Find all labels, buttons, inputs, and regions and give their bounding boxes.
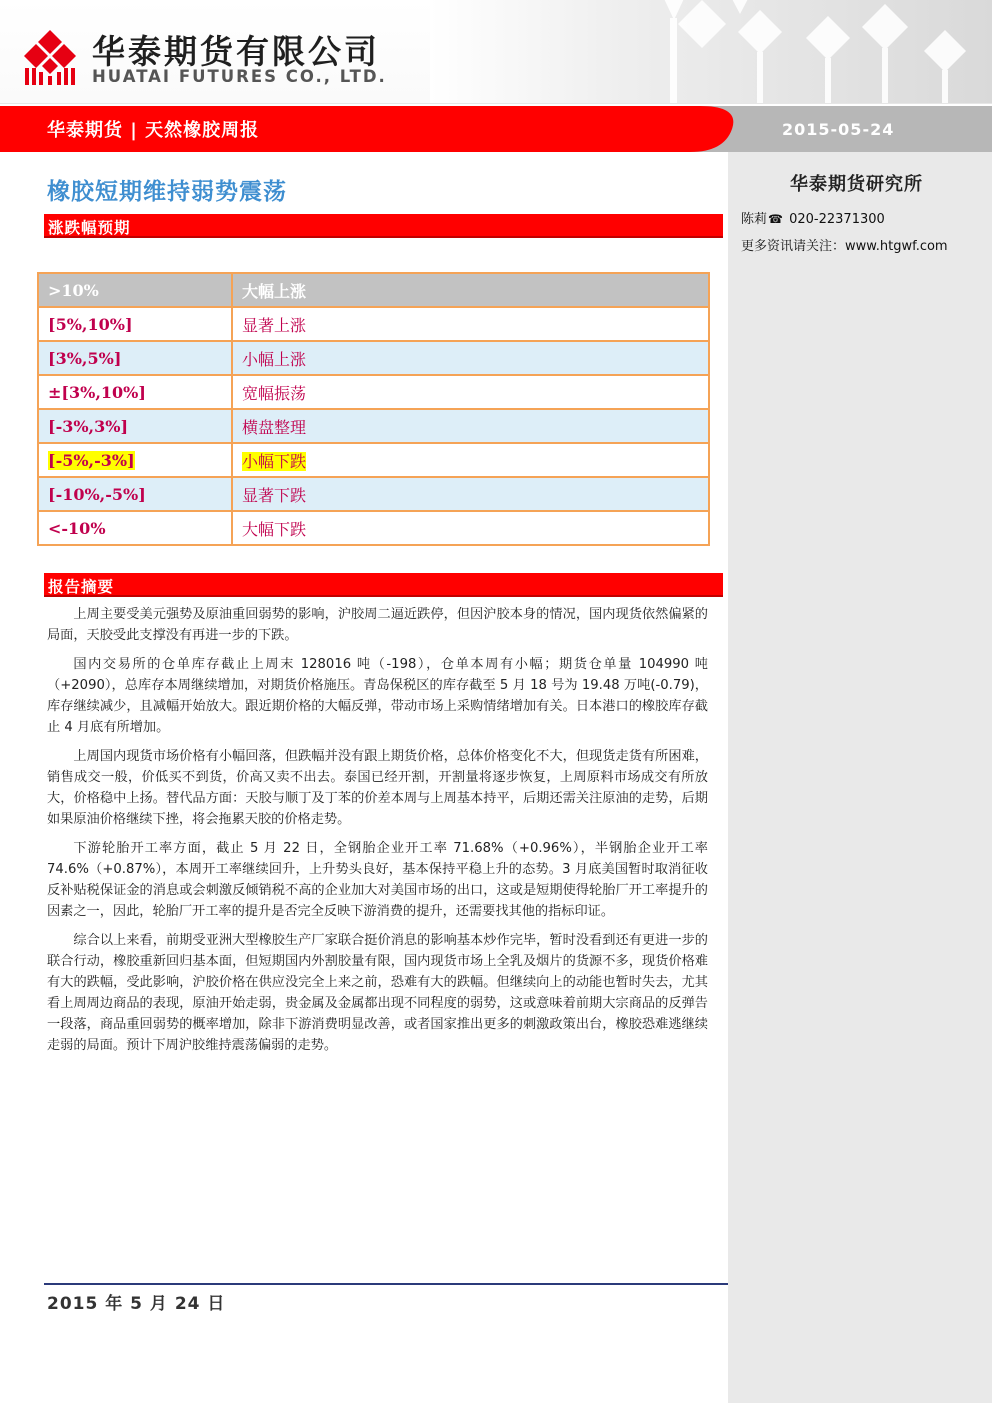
sidebar-org-name: 华泰期货研究所 — [790, 174, 923, 195]
company-name-en: HUATAI FUTURES CO., LTD. — [92, 67, 387, 86]
section-header-summary — [44, 573, 723, 597]
trend-label-cell — [232, 477, 709, 511]
footer-divider — [44, 1283, 728, 1285]
report-date: 2015-05-24 — [782, 120, 895, 139]
website-link[interactable]: www.htgwf.com — [845, 239, 948, 254]
more-info-label: 更多资讯请关注： — [741, 239, 846, 254]
trend-label: 显著上涨 — [242, 315, 307, 335]
section-title-forecast: 涨跌幅预期 — [48, 219, 131, 237]
contact-phone: 020-22371300 — [789, 212, 885, 227]
range-forecast-table — [37, 272, 710, 546]
table-row — [38, 511, 709, 545]
trend-label: 横盘整理 — [242, 417, 307, 437]
footer-date: 2015 年 5 月 24 日 — [47, 1294, 226, 1314]
trend-label-cell — [232, 307, 709, 341]
summary-paragraph: 国内交易所的仓单库存截止上周末 128016 吨（-198），仓单本周有小幅；期货仓单量 104990 吨（+2090），总库存本周继续增加，对期货价格施压。青岛保税区的库存截至 5 月 18 号为 19.48 万吨(-0.79)，库存继续减少，且减幅开始放大。跟近期价格的大幅反弹，带动市场上采购情绪增加有关。日本港口的橡胶库存截止 4 月底有所增加。 — [47, 657, 708, 735]
report-title: 橡胶短期维持弱势震荡 — [47, 179, 287, 205]
trend-label-cell — [232, 511, 709, 545]
trend-label-cell — [232, 273, 709, 307]
sidebar-contact — [741, 208, 885, 227]
trend-label-cell — [232, 443, 709, 477]
table-row — [38, 477, 709, 511]
huatai-logo-icon — [22, 28, 78, 86]
range-cell: ±[3%,10%] — [38, 375, 232, 409]
table-row — [38, 307, 709, 341]
trend-label-cell — [232, 375, 709, 409]
table-row — [38, 341, 709, 375]
page-header — [0, 0, 992, 104]
report-series-title: 华泰期货 | 天然橡胶周报 — [47, 120, 260, 141]
sidebar-more-info — [741, 235, 948, 254]
sidebar — [728, 152, 992, 1403]
trend-label: 小幅上涨 — [242, 349, 307, 369]
trend-label: 显著下跌 — [242, 485, 307, 505]
phone-icon: ☎ — [768, 212, 783, 226]
table-row — [38, 409, 709, 443]
range-cell: [-10%,-5%] — [38, 477, 232, 511]
range-cell — [38, 443, 232, 477]
table-header-row — [38, 273, 709, 307]
range-cell: [-3%,3%] — [38, 409, 232, 443]
trend-label-cell — [232, 409, 709, 443]
table-row — [38, 443, 709, 477]
range-cell: <-10% — [38, 511, 232, 545]
trend-label-cell — [232, 341, 709, 375]
range-cell: [5%,10%] — [38, 307, 232, 341]
section-header-forecast — [44, 214, 723, 238]
summary-paragraph: 综合以上来看，前期受亚洲大型橡胶生产厂家联合挺价消息的影响基本炒作完毕，暂时没看到还有更进一步的联合行动，橡胶重新回归基本面，但短期国内外割胶量有限，国内现货市场上全乳及烟片的货源不多，现货价格难有大的跌幅，受此影响，沪胶价格在供应没完全上来之前，恐难有大的跌幅。但继续向上的动能也暂时失去，尤其看上周周边商品的表现，原油开始走弱，贵金属及金属都出现不同程度的弱势，这或意味着前期大宗商品的反弹告一段落，商品重回弱势的概率增加，除非下游消费明显改善，或者国家推出更多的刺激政策出台，橡胶恐难逃继续走弱的局面。预计下周沪胶维持震荡偏弱的走势。 — [47, 933, 708, 1053]
contact-name: 陈莉 — [741, 212, 768, 227]
summary-paragraph: 上周国内现货市场价格有小幅回落，但跌幅并没有跟上期货价格，总体价格变化不大，但现货走货有所困难，销售成交一般，价低买不到货，价高又卖不出去。泰国已经开割，开割量将逐步恢复，上周原料市场成交有所放大，价格稳中上扬。替代品方面：天胶与顺丁及丁苯的价差本周与上周基本持平，后期还需关注原油的走势，后期如果原油价格继续下挫，将会拖累天胶的价格走势。 — [47, 749, 708, 827]
summary-paragraph: 下游轮胎开工率方面，截止 5 月 22 日，全钢胎企业开工率 71.68%（+0.96%），半钢胎企业开工率 74.6%（+0.87%），本周开工率继续回升，上升势头良好，基本保持平稳上升的态势。3 月底美国暂时取消征收反补贴税保证金的消息或会刺激反倾销税不高的企业加大对美国市场的出口，这或是短期使得轮胎厂开工率提升的因素之一，因此，轮胎厂开工率的提升是否完全反映下游消费的提升，还需要找其他的指标印证。 — [47, 841, 708, 919]
header-decoration-graphic — [430, 0, 992, 104]
company-name-cn: 华泰期货有限公司 — [92, 32, 380, 71]
trend-label: 宽幅振荡 — [242, 383, 307, 403]
trend-label: 大幅上涨 — [242, 281, 307, 301]
table-row — [38, 375, 709, 409]
range-cell: >10% — [38, 273, 232, 307]
trend-label: 小幅下跌 — [242, 451, 307, 471]
range-label: [-5%,-3%] — [48, 450, 135, 470]
trend-label: 大幅下跌 — [242, 519, 307, 539]
section-title-summary: 报告摘要 — [48, 578, 115, 596]
summary-paragraph: 上周主要受美元强势及原油重回弱势的影响，沪胶周二逼近跌停，但因沪胶本身的情况，国内现货依然偏紧的局面，天胶受此支撑没有再进一步的下跌。 — [47, 607, 708, 643]
range-cell: [3%,5%] — [38, 341, 232, 375]
summary-body — [47, 604, 708, 1064]
